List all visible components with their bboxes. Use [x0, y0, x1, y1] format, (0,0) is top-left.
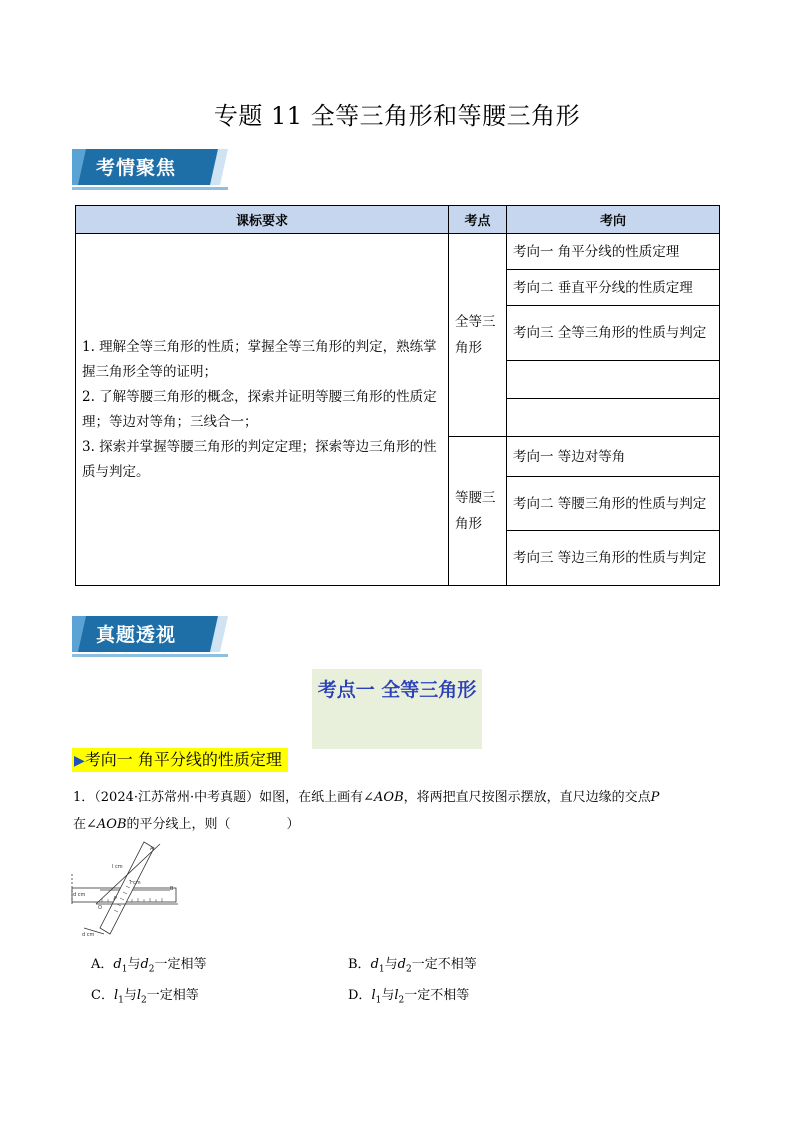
kaoxiang-cell: 考向三 等边三角形的性质与判定	[507, 531, 720, 586]
section-banner-kaoqing	[72, 149, 228, 191]
header-kaodian: 考点	[449, 206, 507, 234]
question-1: 1．（2024·江苏常州·中考真题）如图，在纸上画有∠AOB，将两把直尺按图示摆放，直尺边缘的交点P 在∠AOB的平分线上，则（ ）	[73, 790, 660, 832]
option-d[interactable]: D．$l_1$与$l_2$一定不相等	[348, 988, 470, 1006]
banner-label: 真题透视	[96, 624, 177, 646]
requirement-2: 2. 了解等腰三角形的概念，探索并证明等腰三角形的性质定理；等边对等角；三线合一；	[82, 388, 437, 430]
kaodian-heading: 考点一 全等三角形	[312, 669, 482, 749]
kaoxiang-cell: 考向二 垂直平分线的性质定理	[507, 270, 720, 306]
banner-label: 考情聚焦	[96, 157, 177, 179]
kaodian-cell-2: 等腰三角形	[449, 437, 507, 586]
question-source: （2024·江苏常州·中考真题）	[94, 790, 260, 805]
kaoxiang-cell: 考向一 角平分线的性质定理	[507, 234, 720, 270]
kaoxiang-cell-empty	[507, 399, 720, 437]
triangle-right-icon: ▶	[74, 753, 85, 769]
table-header-row	[76, 206, 720, 234]
figure-label-d2: d cm	[82, 932, 95, 938]
header-kebiao: 课标要求	[76, 206, 449, 234]
kaoxiang-cell-empty	[507, 361, 720, 399]
figure-label-o: O	[98, 905, 102, 911]
option-b[interactable]: B．$d_1$与$d_2$一定不相等	[348, 957, 477, 975]
figure-label-l: l cm	[112, 864, 123, 870]
kaoxiang-cell: 考向二 等腰三角形的性质与判定	[507, 477, 720, 531]
figure-label-d: d cm	[73, 892, 86, 898]
section-banner-zhenti	[72, 616, 228, 658]
direction-heading	[72, 748, 288, 772]
page-title: 专题 11 全等三角形和等腰三角形	[213, 102, 581, 130]
kaoxiang-cell: 考向三 全等三角形的性质与判定	[507, 306, 720, 361]
kaodian-cell-1: 全等三角形	[449, 234, 507, 437]
requirement-1: 1. 理解全等三角形的性质；掌握全等三角形的判定，熟练掌握三角形全等的证明；	[82, 338, 437, 380]
direction-label: 考向一 角平分线的性质定理	[84, 750, 282, 769]
figure-label-b: B	[170, 886, 174, 892]
ruler-figure	[70, 838, 182, 946]
figure-label-l2: l cm	[130, 880, 141, 886]
requirements-table	[75, 205, 720, 586]
requirements-cell	[76, 234, 449, 586]
requirement-3: 3. 探索并掌握等腰三角形的判定定理；探索等边三角形的性质与判定。	[82, 438, 437, 480]
option-a[interactable]: A．$d_1$与$d_2$一定相等	[91, 957, 207, 975]
header-kaoxiang: 考向	[507, 206, 720, 234]
kaoxiang-cell: 考向一 等边对等角	[507, 437, 720, 477]
figure-label-a: A	[150, 846, 154, 852]
figure-label-p: P	[114, 896, 118, 902]
option-c[interactable]: C．$l_1$与$l_2$一定相等	[91, 988, 199, 1006]
